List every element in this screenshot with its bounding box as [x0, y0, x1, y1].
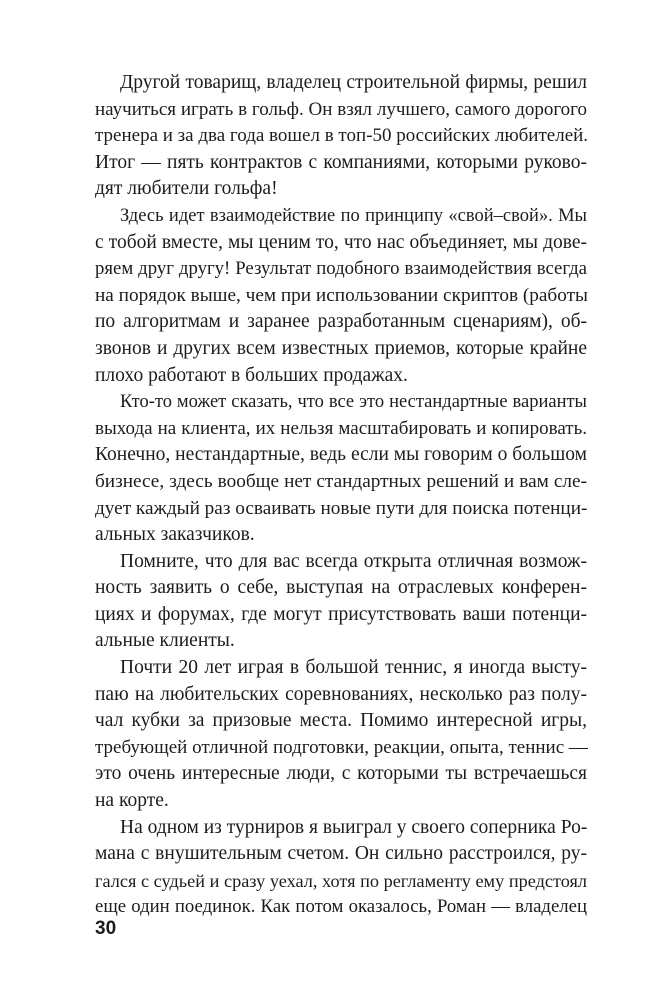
text-line: На одном из турниров я выиграл у своего соперника Ро-	[120, 816, 588, 838]
text-line: дят любители гольфа!	[95, 178, 278, 200]
text-line: еще один поединок. Как потом оказалось, Роман — владелец	[95, 896, 587, 918]
paragraph-6	[95, 815, 587, 921]
text-line: чал кубки за призовые места. Помимо интересной игры,	[95, 710, 587, 732]
text-line: бизнесе, здесь вообще нет стандартных решений и вам сле-	[95, 470, 587, 492]
paragraph-1	[95, 70, 587, 203]
text-line: паю на любительских соревнованиях, несколько раз полу-	[95, 683, 587, 705]
text-line: дует каждый раз осваивать новые пути для поиска потенци-	[95, 497, 588, 519]
text-line: плохо работают в больших продажах.	[95, 364, 408, 386]
text-line: выхода на клиента, их нельзя масштабировать и копировать.	[95, 417, 587, 439]
text-line: Другой товарищ, владелец строительной фирмы, решил	[120, 72, 587, 93]
text-line: звонов и других всем известных приемов, которые крайне	[95, 337, 587, 359]
text-line: с тобой вместе, мы ценим то, что нас объединяет, мы дове-	[95, 231, 587, 253]
text-line: Итог — пять контрактов с компаниями, которыми руково-	[95, 151, 587, 173]
text-line: Почти 20 лет играя в большой теннис, я иногда высту-	[120, 657, 587, 679]
text-line: циях и форумах, где могут присутствовать ваши потенци-	[95, 603, 587, 625]
text-line: по алгоритмам и заранее разработанным сценариям), об-	[95, 311, 587, 333]
paragraph-5	[95, 655, 587, 815]
text-line: Кто-то может сказать, что все это нестандартные варианты	[120, 392, 587, 413]
paragraph-4	[95, 549, 587, 655]
text-line: ность заявить о себе, выступая на отраслевых конферен-	[95, 577, 587, 599]
book-page-body	[95, 70, 587, 921]
text-line: на порядок выше, чем при использовании скриптов (работы	[95, 284, 588, 306]
text-line: Здесь идет взаимодействие по принципу «свой–свой». Мы	[120, 205, 587, 226]
page-number: 30	[95, 918, 117, 939]
text-line: гался с судьей и сразу уехал, хотя по регламенту ему предстоял	[95, 870, 587, 891]
text-line: ряем друг другу! Результат подобного взаимодействия всегда	[95, 258, 587, 280]
text-line: мана с внушительным счетом. Он сильно расстроился, ру-	[95, 843, 587, 865]
text-line: альные клиенты.	[95, 630, 235, 652]
text-line: научиться играть в гольф. Он взял лучшего, самого дорогого	[95, 98, 587, 120]
text-line: тренера и за два года вошел в топ-50 российских любителей.	[95, 125, 589, 147]
text-line: Конечно, нестандартные, ведь если мы говорим о большом	[95, 444, 587, 466]
text-line: альных заказчиков.	[95, 524, 255, 546]
text-line: требующей отличной подготовки, реакции, опыта, теннис —	[95, 736, 588, 758]
text-line: Помните, что для вас всегда открыта отличная возмож-	[120, 550, 587, 572]
text-line: это очень интересные люди, с которыми ты встречаешься	[95, 763, 587, 785]
paragraph-3	[95, 389, 587, 549]
text-line: на корте.	[95, 790, 169, 812]
paragraph-2	[95, 203, 587, 389]
